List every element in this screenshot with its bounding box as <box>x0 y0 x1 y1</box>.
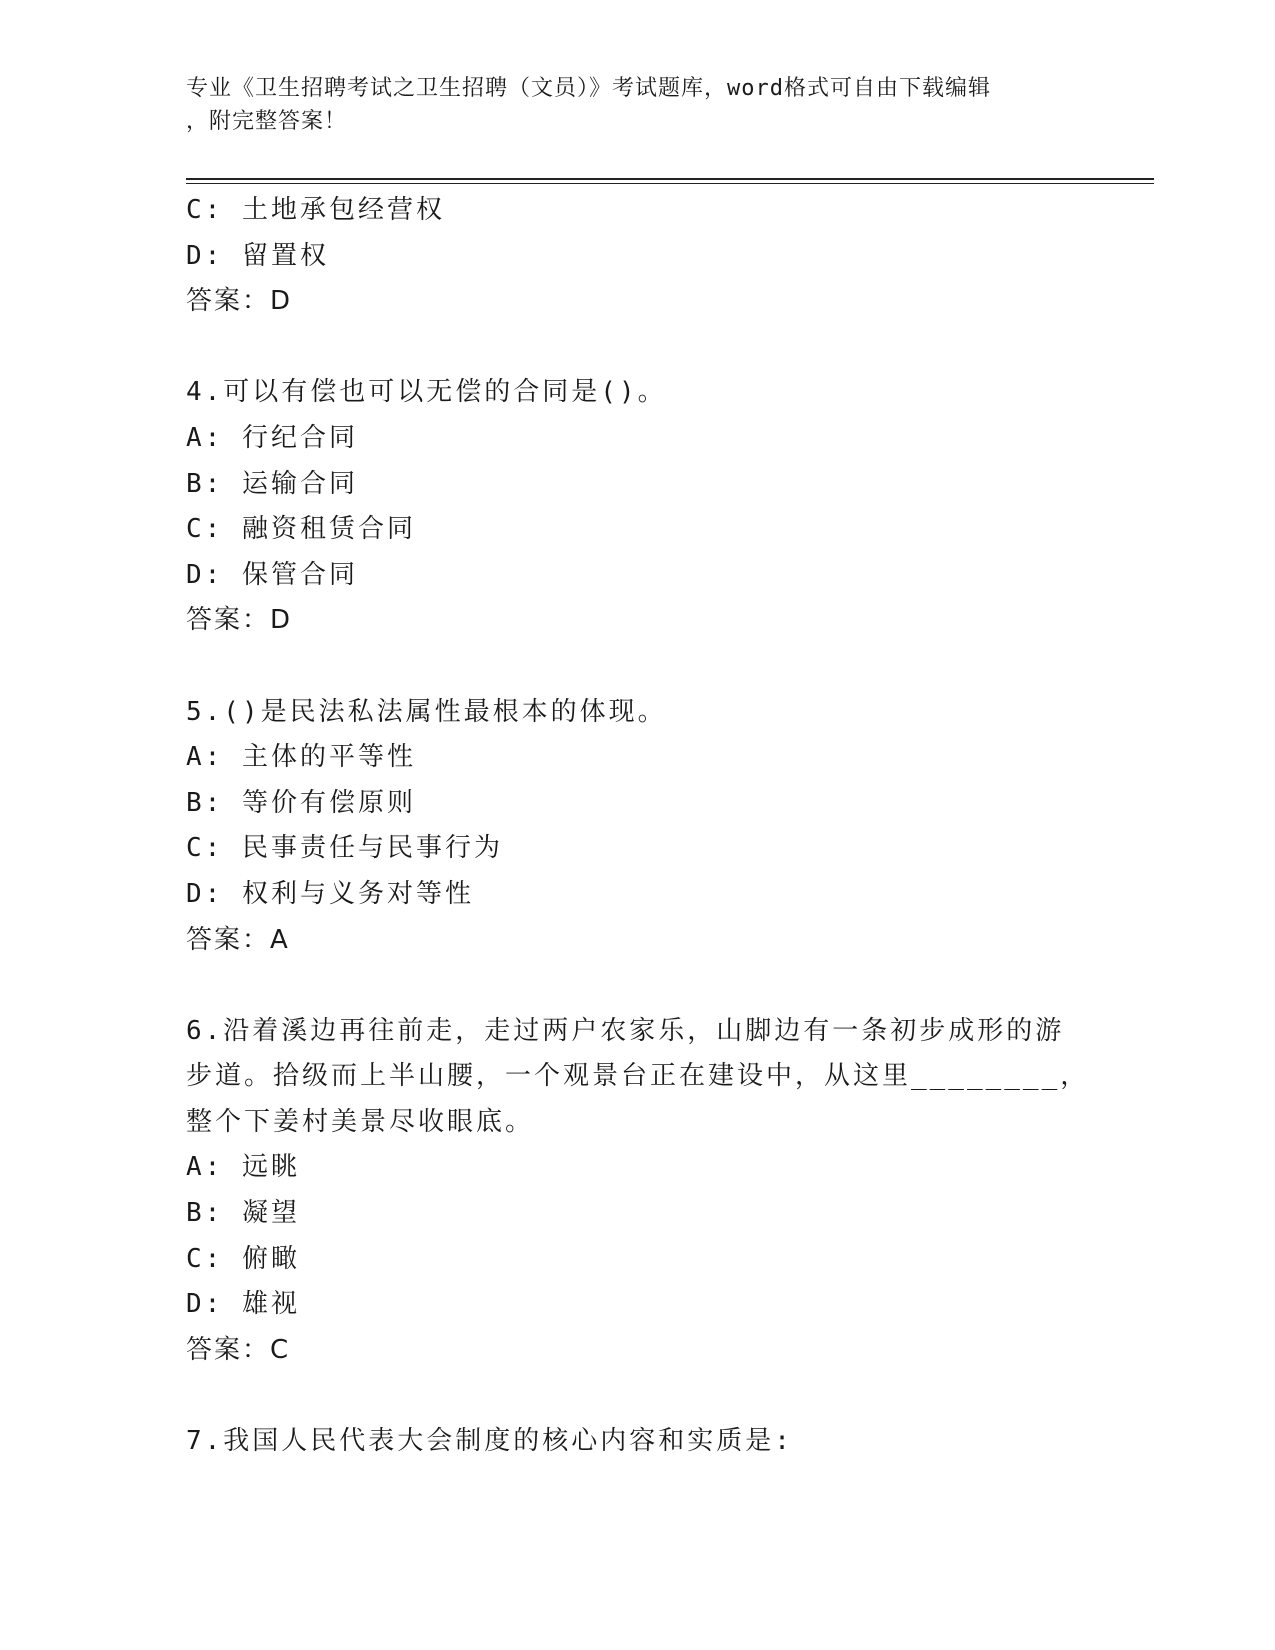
spacer <box>186 644 1086 690</box>
question-block-5 <box>186 690 1086 964</box>
question-block-7 <box>186 1419 1086 1465</box>
spacer <box>186 963 1086 1009</box>
option-c: C: 民事责任与民事行为 <box>186 833 503 864</box>
question-text-line-3: 整个下姜村美景尽收眼底。 <box>186 1106 535 1137</box>
question-block-6 <box>186 1009 1090 1374</box>
option-a: A: 主体的平等性 <box>186 742 416 773</box>
spacer <box>186 325 1086 371</box>
answer-line: 答案：D <box>186 605 293 636</box>
header-title-line-1: 专业《卫生招聘考试之卫生招聘（文员）》考试题库，word格式可自由下载编辑 <box>186 76 991 101</box>
header-divider-thick <box>186 178 1154 180</box>
question-text: 4.可以有偿也可以无偿的合同是()。 <box>186 377 667 408</box>
option-c: C: 俯瞰 <box>186 1243 300 1274</box>
option-d: D: 留置权 <box>186 240 329 271</box>
question-text-line-2: 步道。拾级而上半山腰，一个观景台正在建设中，从这里________， <box>186 1061 1090 1092</box>
spacer <box>186 1373 1086 1419</box>
header-divider-thin <box>186 183 1154 184</box>
question-text: 7.我国人民代表大会制度的核心内容和实质是: <box>186 1426 793 1457</box>
question-text-line-1: 6.沿着溪边再往前走，走过两户农家乐，山脚边有一条初步成形的游 <box>186 1015 1065 1046</box>
option-d: D: 权利与义务对等性 <box>186 878 474 909</box>
option-b: B: 凝望 <box>186 1198 300 1229</box>
answer-line: 答案：D <box>186 286 293 317</box>
option-d: D: 保管合同 <box>186 559 358 590</box>
answer-line: 答案：C <box>186 1334 291 1365</box>
answer-line: 答案：A <box>186 924 290 955</box>
document-header <box>186 72 1066 138</box>
option-b: B: 等价有偿原则 <box>186 787 416 818</box>
option-b: B: 运输合同 <box>186 468 358 499</box>
question-text: 5.()是民法私法属性最根本的体现。 <box>186 696 667 727</box>
option-c: C: 融资租赁合同 <box>186 514 416 545</box>
question-block-4 <box>186 370 1086 644</box>
header-title-line-2: ，附完整答案！ <box>186 109 348 134</box>
option-c: C: 土地承包经营权 <box>186 195 445 225</box>
option-a: A: 行纪合同 <box>186 422 358 453</box>
question-block-prev <box>186 188 1086 325</box>
question-list <box>186 188 1090 1465</box>
option-d: D: 雄视 <box>186 1289 300 1320</box>
option-a: A: 远眺 <box>186 1152 300 1183</box>
